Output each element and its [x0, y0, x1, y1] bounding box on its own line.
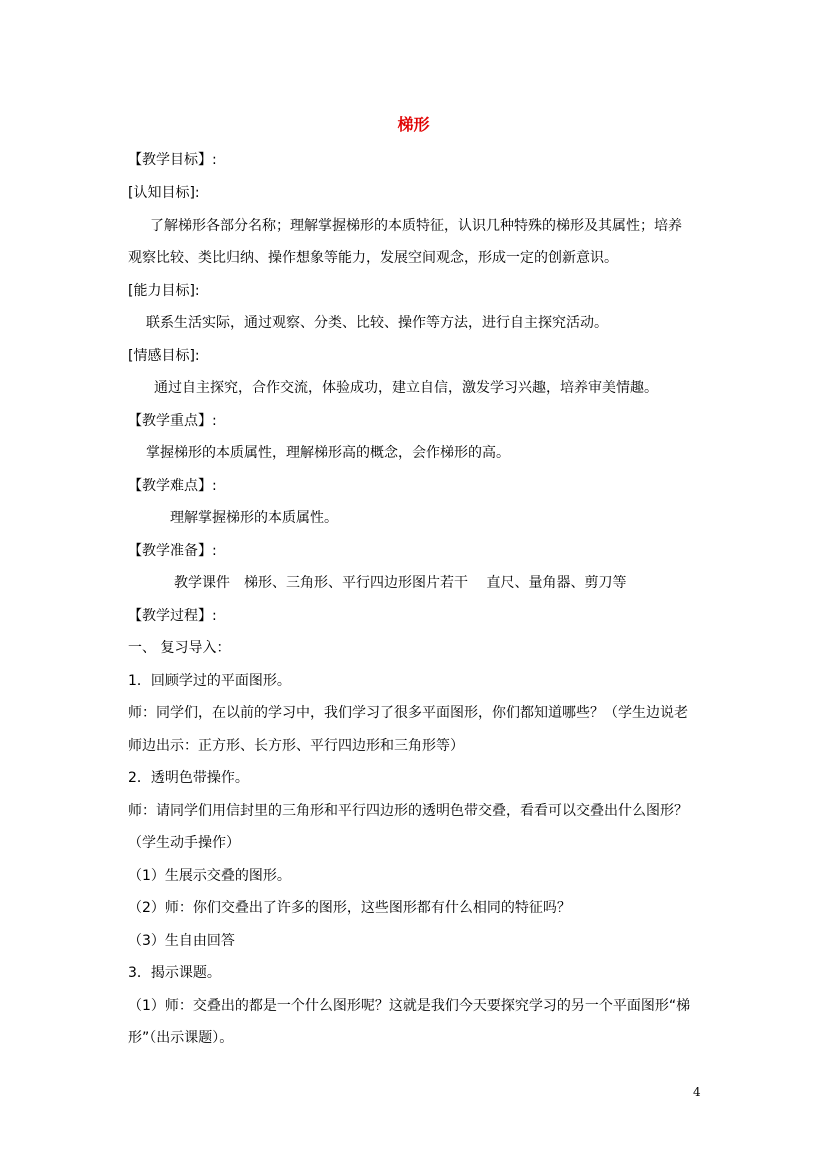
subheading-ability-goals: [能力目标]:	[128, 283, 200, 299]
paragraph-line: 形”（出示课题）。	[128, 1030, 234, 1046]
paragraph-line: （2）师：你们交叠出了许多的图形，这些图形都有什么相同的特征吗？	[128, 900, 571, 916]
paragraph-line: 师：同学们，在以前的学习中，我们学习了很多平面图形，你们都知道哪些？（学生边说老	[128, 705, 688, 721]
page-number: 4	[693, 1085, 701, 1099]
paragraph-line: （3）生自由回答	[128, 933, 235, 949]
document-title: 梯形	[397, 115, 430, 134]
paragraph-line: （1）师：交叠出的都是一个什么图形呢？这就是我们今天要探究学习的另一个平面图形“梯	[128, 998, 691, 1014]
paragraph-line: 掌握梯形的本质属性，理解梯形高的概念，会作梯形的高。	[146, 445, 510, 461]
paragraph-line: 3．揭示课题。	[128, 965, 221, 981]
heading-teaching-process: 【教学过程】:	[128, 608, 217, 624]
paragraph-line: 了解梯形各部分名称；理解掌握梯形的本质特征，认识几种特殊的梯形及其属性；培养	[150, 218, 682, 234]
paragraph-line: 1．回顾学过的平面图形。	[128, 673, 291, 689]
paragraph-line: （学生动手操作）	[128, 835, 240, 851]
paragraph-line: 联系生活实际，通过观察、分类、比较、操作等方法，进行自主探究活动。	[146, 315, 608, 331]
paragraph-line: 教学课件 梯形、三角形、平行四边形图片若干 直尺、量角器、剪刀等	[174, 575, 627, 591]
heading-teaching-goals: 【教学目标】:	[128, 152, 217, 168]
heading-difficult-points: 【教学难点】:	[128, 478, 217, 494]
paragraph-line: 2．透明色带操作。	[128, 770, 249, 786]
paragraph-line: 通过自主探究，合作交流，体验成功，建立自信，激发学习兴趣，培养审美情趣。	[154, 380, 658, 396]
paragraph-line: 师边出示：正方形、长方形、平行四边形和三角形等）	[128, 738, 464, 754]
paragraph-line: （1）生展示交叠的图形。	[128, 868, 291, 884]
heading-key-points: 【教学重点】:	[128, 413, 217, 429]
subheading-cognitive-goals: [认知目标]:	[128, 185, 200, 201]
subheading-emotional-goals: [情感目标]:	[128, 348, 200, 364]
paragraph-line: 观察比较、类比归纳、操作想象等能力，发展空间观念，形成一定的创新意识。	[128, 250, 618, 266]
heading-preparation: 【教学准备】:	[128, 543, 217, 559]
section-heading: 一、 复习导入：	[128, 640, 231, 656]
paragraph-line: 理解掌握梯形的本质属性。	[170, 510, 338, 526]
paragraph-line: 师：请同学们用信封里的三角形和平行四边形的透明色带交叠，看看可以交叠出什么图形？	[128, 803, 688, 819]
